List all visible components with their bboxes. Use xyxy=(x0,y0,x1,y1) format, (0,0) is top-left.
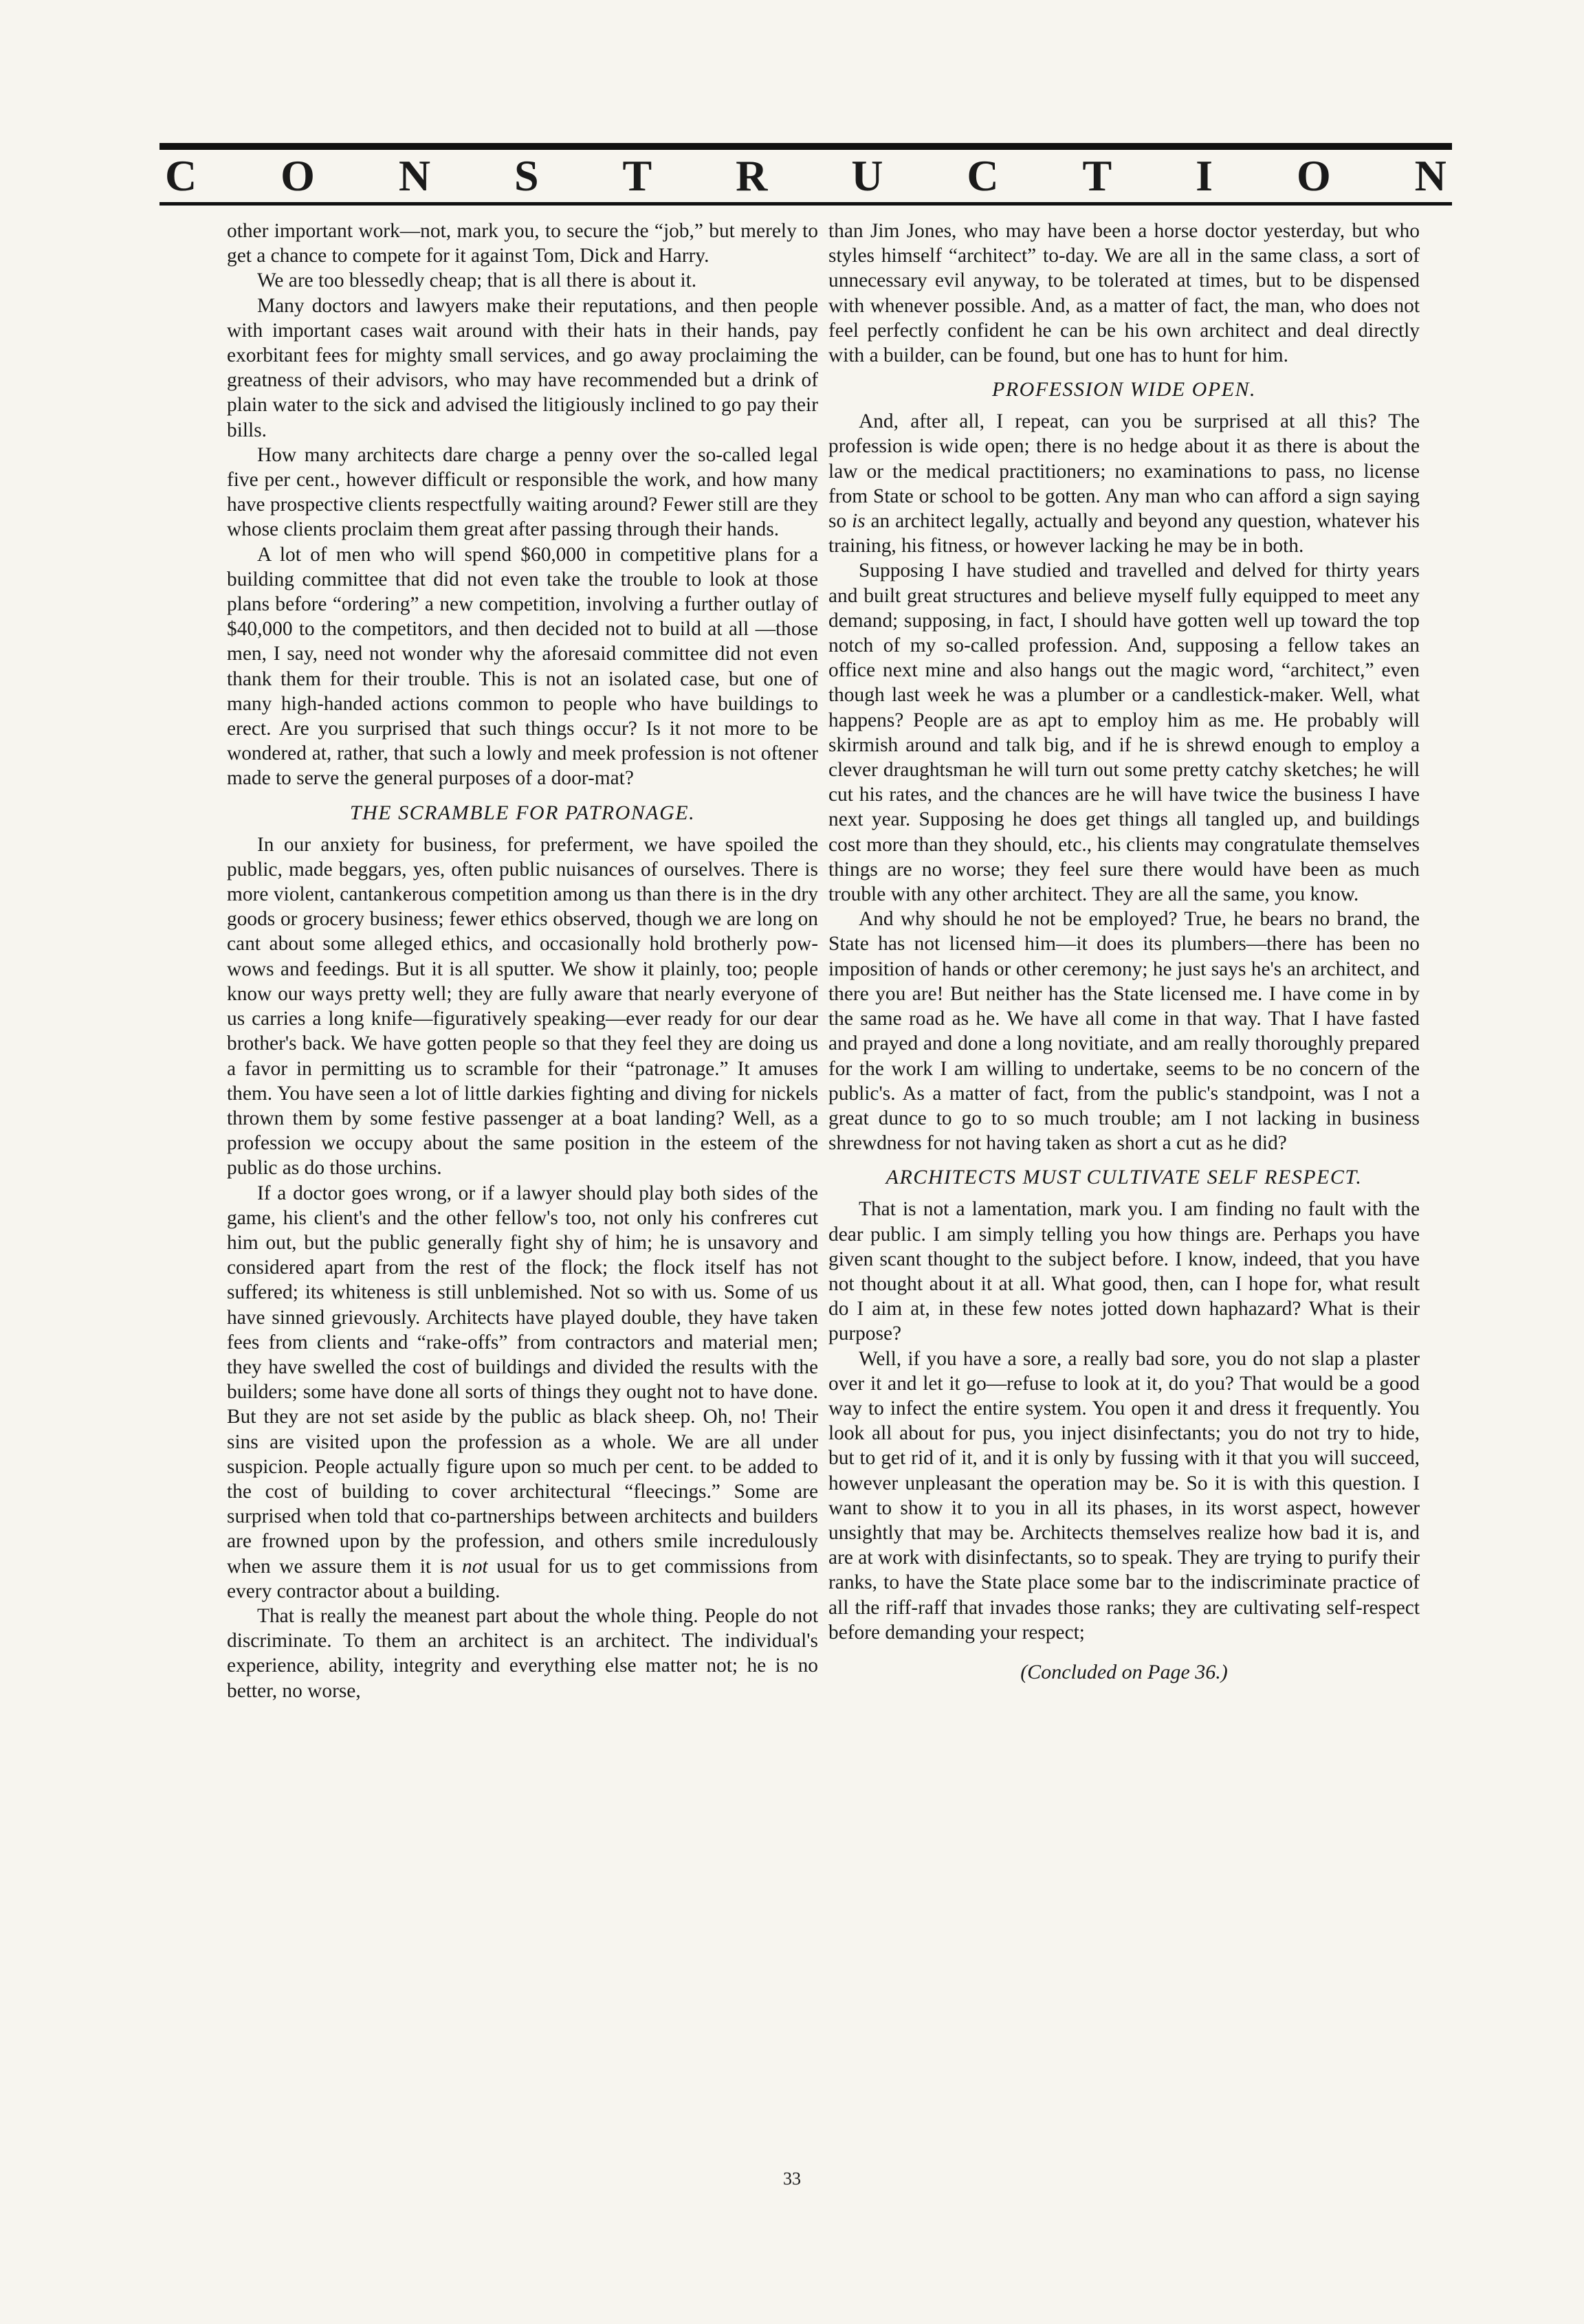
right-column xyxy=(828,219,1420,1685)
masthead-letter: C xyxy=(165,151,197,200)
masthead-letter: U xyxy=(851,151,883,200)
paragraph: That is not a lamentation, mark you. I am finding no fault with the dear public. I am simply telling you how things are. Perhaps you have given scant thought to the subject before. I know, indeed, that you have not thought about it at all. What good, then, can I hope for, what result do I aim at, in these few notes jotted down haphazard? What is their purpose? xyxy=(828,1198,1420,1345)
paragraph: How many architects dare charge a penny over the so-called legal five per cent., however difficult or responsible the work, and how many have prospective clients respectfully waiting around? Fewer still are they whose clients proclaim them great after passing through their hands. xyxy=(227,443,818,541)
paragraph: And why should he not be employed? True, he bears no brand, the State has not licensed him—it does its plumbers—there has been no imposition of hands or other ceremony; he just says he's an architect, and there you are! But neither has the State licensed me. I have come in by the same road as he. We have all come in that way. That I have fasted and prayed and done a long novitiate, and am really thoroughly prepared for the work I am willing to undertake, seems to be no concern of the public's. As a matter of fact, from the public's standpoint, was I not a great dunce to go to so much trouble; am I not lacking in business shrewdness for not having taken as short a cut as he did? xyxy=(828,908,1420,1155)
section-heading: PROFESSION WIDE OPEN. xyxy=(992,378,1256,401)
left-column xyxy=(227,219,818,1703)
masthead-letter: T xyxy=(622,151,652,200)
paragraph-text: usual for us to get commissions from every contractor about a building. xyxy=(227,1555,818,1602)
page-number: 33 xyxy=(783,2169,801,2189)
paragraph-text: And, after all, I repeat, can you be surprised at all this? The profession is wide open; there is no hedge about it as there is about the law or the medical practitioners; no examinations to pass, no license from State or school to be gotten. Any man who can afford a sign saying so xyxy=(828,410,1420,533)
paragraph-text: If a doctor goes wrong, or if a lawyer should play both sides of the game, his client's and the other fellow's too, not only his confreres cut him out, but the public generally fight shy of him; he is unsavory and considered apart from the rest of the flock; the flock itself has not suffered; its whiteness is still unblemished. Not so with us. Some of us have sinned grievously. Architects have played double, they have taken fees from clients and “rake-offs” from contractors and material men; they have swelled the cost of buildings and divided the results with the builders; some have done all sorts of things they ought not to have done. But they are not set aside by the public as black sheep. Oh, no! Their sins are visited upon the profession as a whole. We are all under suspicion. People actually figure upon so much per cent. to be added to the cost of building to cover architectural “fleecings.” Some are surprised when told that co-partnerships between architects and builders are frowned upon by the profession, and others smile incredulously when we assure them it is xyxy=(227,1182,818,1578)
paragraph: other important work—not, mark you, to secure the “job,” but merely to get a chance to compete for it against Tom, Dick and Harry. xyxy=(227,220,818,267)
paragraph: than Jim Jones, who may have been a horse doctor yesterday, but who styles himself “architect” to-day. We are all in the same class, a sort of unnecessary evil anyway, to be tolerated at times, but to be dispensed with whenever possible. And, as a matter of fact, the man, who does not feel perfectly confident he can be his own architect and deal directly with a builder, can be found, but one has to hunt for him. xyxy=(828,220,1420,367)
masthead-letter: N xyxy=(1414,151,1446,200)
masthead-title xyxy=(165,150,1446,202)
paragraph: That is really the meanest part about the whole thing. People do not discriminate. To them an architect is an architect. The individual's experience, ability, integrity and everything else matter not; he is no better, no worse, xyxy=(227,1604,818,1702)
paragraph: Well, if you have a sore, a really bad sore, you do not slap a plaster over it and let it go—refuse to look at it, do you? That would be a good way to infect the entire system. You open it and dress it frequently. You look all about for pus, you inject disinfectants; you do not try to hide, but to get rid of it, and it is only by fussing with it that you will succeed, however unpleasant the operation may be. So it is with this question. I want to show it to you in all its phases, in its worst aspect, however unsightly that may be. Architects themselves realize how bad it is, and are at work with disinfectants, so to speak. They are trying to purify their ranks, to have the State place some bar to the indiscriminate practice of all the riff-raff that invades those ranks; they are cultivating self-respect before demanding your respect; xyxy=(828,1347,1420,1644)
masthead-bottom-rule xyxy=(160,202,1452,206)
masthead-letter: N xyxy=(398,151,431,200)
masthead-top-rule xyxy=(160,143,1452,150)
paragraph: Many doctors and lawyers make their reputations, and then people with important cases wait around with their hats in their hands, pay exorbitant fees for mighty small services, and go away proclaiming the greatness of their advisors, who may have recommended but a drink of plain water to the sick and advised the litigiously inclined to go pay their bills. xyxy=(227,294,818,441)
paragraph-text: an architect legally, actually and beyond any question, whatever his training, his fitness, or however lacking he may be in both. xyxy=(828,510,1420,557)
masthead-letter: C xyxy=(967,151,999,200)
masthead-letter: S xyxy=(514,151,539,200)
emphasis-text: not xyxy=(462,1555,488,1578)
masthead-letter: T xyxy=(1082,151,1112,200)
masthead-letter: I xyxy=(1196,151,1213,200)
emphasis-text: is xyxy=(852,510,866,533)
section-heading: THE SCRAMBLE FOR PATRONAGE. xyxy=(349,801,696,824)
masthead xyxy=(160,143,1452,225)
continuation-note: (Concluded on Page 36.) xyxy=(1020,1660,1228,1683)
paragraph xyxy=(227,1181,818,1604)
paragraph: A lot of men who will spend $60,000 in competitive plans for a building committee that did not even take the trouble to look at those plans before “ordering” a new competition, involving a further outlay of $40,000 to the competitors, and then decided not to build at all —those men, I say, need not wonder why the aforesaid committee did not even thank them for their trouble. This is not an isolated case, but one of many high-handed actions common to people who have buildings to erect. Are you surprised that such things occur? Is it not more to be wondered at, rather, that such a lowly and meek profession is not oftener made to serve the general purposes of a door-mat? xyxy=(227,543,818,790)
paragraph: Supposing I have studied and travelled and delved for thirty years and built great structures and believe myself fully equipped to meet any demand; supposing, in fact, I should have gotten well up toward the top notch of my so-called profession. And, supposing a fellow takes an office next mine and also hangs out the magic word, “architect,” even though last week he was a plumber or a candlestick-maker. Well, what happens? People are as apt to employ him as me. He probably will skirmish around and talk big, and if he is shrewd enough to employ a clever draughtsman he will turn out some pretty catchy sketches; he will cut his rates, and the chances are he will have twice the business I have next year. Supposing he does get things all tangled up, and buildings cost more than they should, etc., his clients may congratulate themselves things are no worse; they feel sure there would have been as much trouble with any other architect. They are all the same, you know. xyxy=(828,560,1420,906)
paragraph: We are too blessedly cheap; that is all there is about it. xyxy=(257,269,697,292)
masthead-letter: O xyxy=(280,151,315,200)
masthead-letter: R xyxy=(736,151,768,200)
paragraph xyxy=(828,409,1420,558)
masthead-letter: O xyxy=(1296,151,1331,200)
section-heading: ARCHITECTS MUST CULTIVATE SELF RESPECT. xyxy=(886,1166,1363,1189)
paragraph: In our anxiety for business, for preferment, we have spoiled the public, made beggars, yes, often public nuisances of ourselves. There is more violent, cantankerous competition among us than there is in the dry goods or grocery business; fewer ethics observed, though we are long on cant about some alleged ethics, and occasionally hold brotherly pow-wows and feedings. But it is all sputter. We show it plainly, too; people know our ways pretty well; they are fully aware that nearly everyone of us carries a long knife—figuratively speaking—ever ready for our dear brother's back. We have gotten people so that they feel they are doing us a favor in permitting us to scramble for their “patronage.” It amuses them. You have seen a lot of little darkies fighting and diving for nickels thrown them by some festive passenger at a boat landing? Well, as a profession we occupy about the same position in the esteem of the public as do those urchins. xyxy=(227,833,818,1180)
